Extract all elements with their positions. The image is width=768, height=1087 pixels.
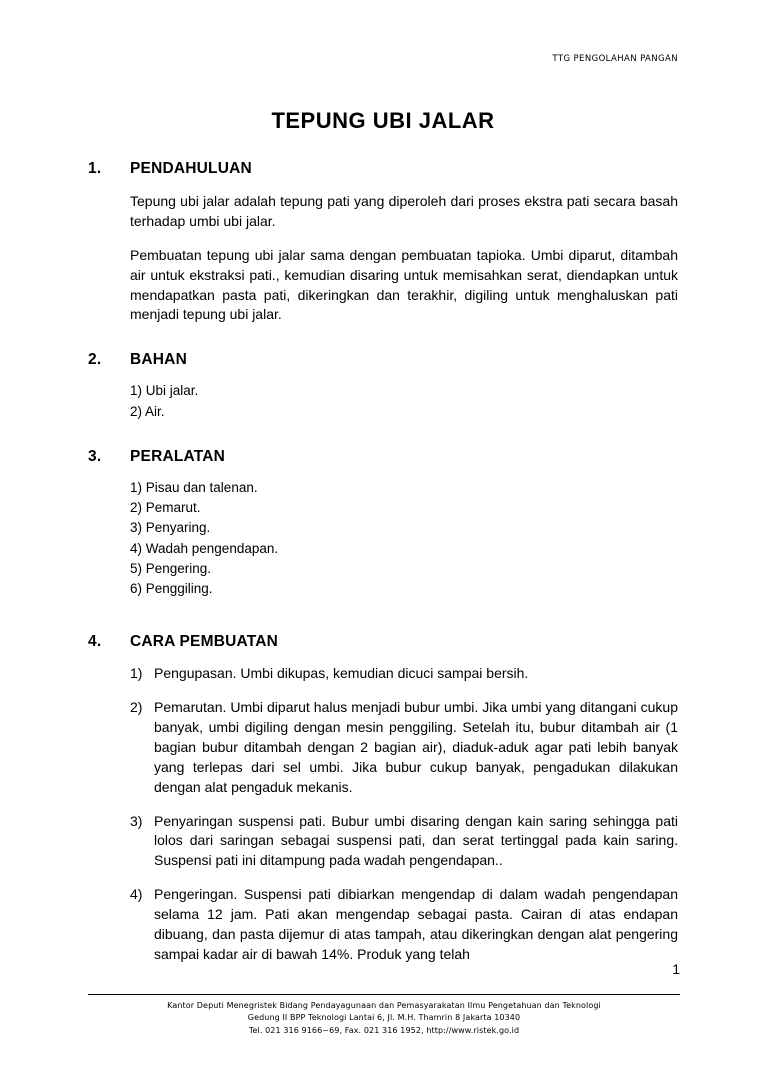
list-item	[130, 812, 678, 872]
paragraph: Pembuatan tepung ubi jalar sama dengan pembuatan tapioka. Umbi diparut, ditambah air untuk ekstraksi pati., kemudian disaring untuk memisahkan serat, diendapkan untuk mendapatkan pasta pati, dikeringkan dan terakhir, digiling untuk menghaluskan pati menjadi tepung ubi jalar.	[130, 246, 678, 323]
list-item	[130, 885, 678, 965]
list-item	[130, 698, 678, 797]
list-item: 5) Pengering.	[130, 560, 212, 576]
bahan-list	[130, 381, 678, 422]
list-item: 4) Wadah pengendapan.	[130, 540, 279, 556]
running-head: TTG PENGOLAHAN PANGAN	[552, 54, 678, 64]
footer-line-2: Gedung II BPP Teknologi Lantai 6, Jl. M.H. Thamrin 8 Jakarta 10340	[247, 1013, 521, 1023]
list-item: 2) Air.	[130, 403, 165, 419]
section-heading	[88, 633, 678, 651]
page-title: TEPUNG UBI JALAR	[271, 108, 495, 133]
steps-list	[130, 664, 678, 964]
section-number: 3.	[88, 447, 102, 465]
step-text: Pengupasan. Umbi dikupas, kemudian dicuci sampai bersih.	[154, 665, 529, 682]
footer-line-3: Tel. 021 316 9166~69, Fax. 021 316 1952, http://www.ristek.go.id	[248, 1025, 520, 1035]
list-item: 1) Pisau dan talenan.	[130, 479, 258, 495]
step-number: 2)	[130, 699, 143, 716]
list-item: 1) Ubi jalar.	[130, 383, 199, 399]
section-heading	[88, 160, 678, 178]
step-text: Pengeringan. Suspensi pati dibiarkan mengendap di dalam wadah pengendapan selama 12 jam. Pati akan mengendap sebagai pasta. Cairan di atas endapan dibuang, dan pasta dijemur di atas tampah, atau dikeringkan dengan alat pengering sampai kadar air di bawah 14%. Produk yang telah	[154, 886, 678, 962]
page-number: 1	[672, 961, 680, 977]
peralatan-list	[130, 478, 678, 600]
page-footer	[88, 994, 680, 1037]
step-number: 3)	[130, 812, 143, 829]
list-item: 3) Penyaring.	[130, 520, 211, 536]
section-title: CARA PEMBUATAN	[130, 633, 279, 651]
step-number: 4)	[130, 886, 143, 903]
section-number: 4.	[88, 633, 102, 651]
section-pendahuluan	[88, 160, 678, 325]
list-item: 2) Pemarut.	[130, 500, 201, 515]
list-item	[130, 664, 678, 684]
section-peralatan	[88, 448, 678, 600]
footer-divider	[88, 994, 680, 995]
paragraph: Tepung ubi jalar adalah tepung pati yang diperoleh dari proses ekstra pati secara basah terhadap umbi ubi jalar.	[130, 193, 678, 229]
section-cara-pembuatan	[88, 633, 678, 964]
step-number: 1)	[130, 665, 143, 682]
footer-line-1: Kantor Deputi Menegristek Bidang Pendayagunaan dan Pemasyarakatan Ilmu Pengetahuan dan Teknologi	[167, 1000, 601, 1010]
section-heading	[88, 351, 678, 369]
section-body	[130, 192, 678, 325]
section-number: 1.	[88, 160, 102, 177]
section-title: BAHAN	[130, 351, 187, 369]
list-item: 6) Penggiling.	[130, 581, 213, 596]
section-bahan	[88, 351, 678, 422]
section-heading	[88, 448, 678, 466]
section-title: PERALATAN	[130, 447, 226, 465]
step-text: Penyaringan suspensi pati. Bubur umbi disaring dengan kain saring sehingga pati lolos dari saringan sebagai suspensi pati, dan serat tertinggal pada kain saring. Suspensi pati ini ditampung pada wadah pengendapan..	[154, 812, 678, 869]
step-text: Pemarutan. Umbi diparut halus menjadi bubur umbi. Jika umbi yang ditangani cukup banyak, umbi digiling dengan mesin penggiling. Setelah itu, bubur ditambah air (1 bagian bubur ditambah dengan 2 bagian air), diaduk-aduk agar pati lebih banyak yang terlepas dari sel umbi. Jika bubur cukup banyak, pengadukan dilakukan dengan alat pengaduk mekanis.	[154, 699, 678, 795]
section-title: PENDAHULUAN	[130, 160, 252, 177]
section-number: 2.	[88, 351, 102, 369]
